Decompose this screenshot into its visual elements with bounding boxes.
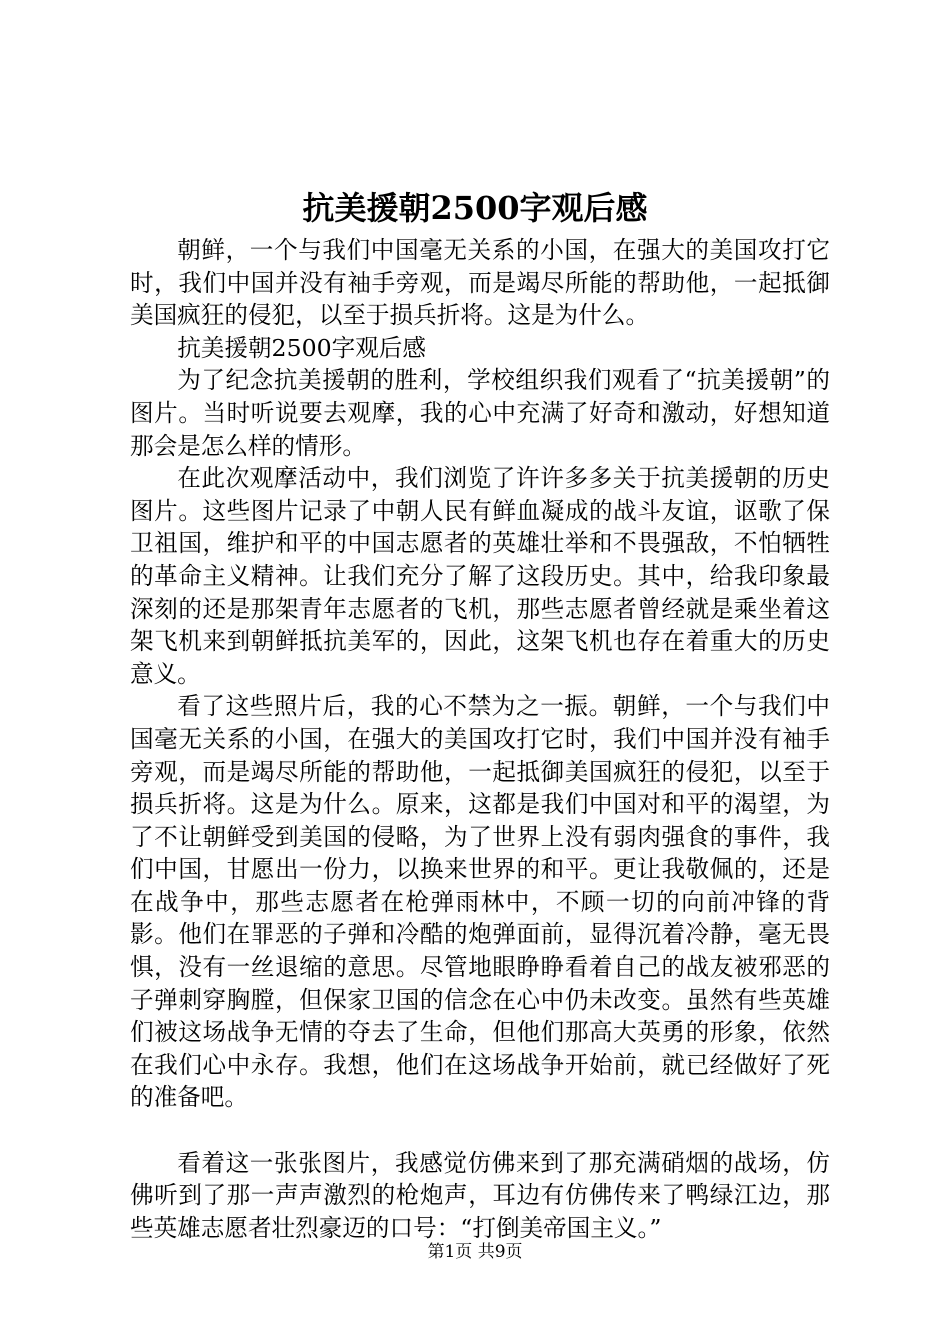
page-number: 第1页 共9页 [427,1242,523,1262]
document-body [130,234,830,1244]
paragraph-1: 朝鲜，一个与我们中国毫无关系的小国，在强大的美国攻打它时，我们中国并没有袖手旁观，而是竭尽所能的帮助他，一起抵御美国疯狂的侵犯，以至于损兵折将。这是为什么。 [130,236,830,330]
paragraph-4: 看了这些照片后，我的心不禁为之一振。朝鲜，一个与我们中国毫无关系的小国，在强大的美国攻打它时，我们中国并没有袖手旁观，而是竭尽所能的帮助他，一起抵御美国疯狂的侵犯，以至于损兵折将。这是为什么。原来，这都是我们中国对和平的渴望，为了不让朝鲜受到美国的侵略，为了世界上没有弱肉强食的事件，我们中国，甘愿出一份力，以换来世界的和平。更让我敬佩的，还是在战争中，那些志愿者在枪弹雨林中，不顾一切的向前冲锋的背影。他们在罪恶的子弹和冷酷的炮弹面前，显得沉着冷静，毫无畏惧，没有一丝退缩的意思。尽管地眼睁睁看着自己的战友被邪恶的子弹刺穿胸膛，但保家卫国的信念在心中仍未改变。虽然有些英雄们被这场战争无情的夺去了生命，但他们那高大英勇的形象，依然在我们心中永存。我想，他们在这场战争开始前，就已经做好了死的准备吧。 [130,692,830,1112]
paragraph-5: 看着这一张张图片，我感觉仿佛来到了那充满硝烟的战场，仿佛听到了那一声声激烈的枪炮声，耳边有仿佛传来了鸭绿江边，那些英雄志愿者壮烈豪迈的口号：“打倒美帝国主义。” [130,1148,830,1242]
document-title: 抗美援朝2500字观后感 [302,189,648,227]
paragraph-3: 在此次观摩活动中，我们浏览了许许多多关于抗美援朝的历史图片。这些图片记录了中朝人民有鲜血凝成的战斗友谊，讴歌了保卫祖国，维护和平的中国志愿者的英雄壮举和不畏强敌，不怕牺牲的革命主义精神。让我们充分了解了这段历史。其中，给我印象最深刻的还是那架青年志愿者的飞机，那些志愿者曾经就是乘坐着这架飞机来到朝鲜抵抗美军的，因此，这架飞机也存在着重大的历史意义。 [130,464,830,688]
paragraph-2: 为了纪念抗美援朝的胜利，学校组织我们观看了“抗美援朝”的图片。当时听说要去观摩，我的心中充满了好奇和激动，好想知道那会是怎么样的情形。 [130,366,830,460]
paragraph-subtitle: 抗美援朝2500字观后感 [177,333,426,362]
